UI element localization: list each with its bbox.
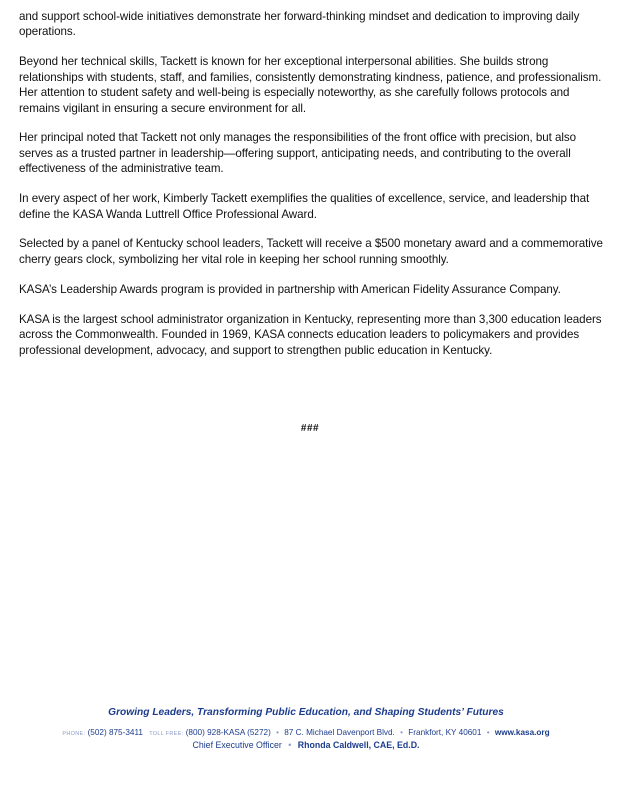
footer-ceo-line bbox=[0, 740, 620, 750]
tollfree-number: (800) 928-KASA (5272) bbox=[185, 728, 271, 737]
paragraph-principal-quote: Her principal noted that Tackett not only manages the responsibilities of the front office with precision, but also serves as a trusted partner in leadership—offering support, anticipating needs, and contributing to the overall effectiveness of the administrative team. bbox=[19, 131, 577, 176]
ceo-title: Chief Executive Officer bbox=[192, 740, 282, 750]
phone-number: (502) 875-3411 bbox=[87, 728, 143, 737]
footer-contact-line bbox=[0, 728, 620, 737]
tollfree-label: TOLL FREE: bbox=[149, 731, 184, 737]
paragraph-award-prize: Selected by a panel of Kentucky school leaders, Tackett will receive a $500 monetary award and a commemorative cherry gears clock, symbolizing her vital role in keeping her school running smoothly. bbox=[19, 237, 603, 266]
footer-tagline: Growing Leaders, Transforming Public Education, and Shaping Students’ Futures bbox=[108, 707, 504, 718]
press-release-body bbox=[19, 9, 611, 372]
separator-dot: • bbox=[288, 740, 292, 750]
website-link[interactable]: www.kasa.org bbox=[494, 728, 550, 737]
phone-label: PHONE: bbox=[62, 731, 86, 737]
street-address: 87 C. Michael Davenport Blvd. bbox=[284, 728, 395, 737]
end-mark: ### bbox=[300, 423, 320, 434]
paragraph-partnership: KASA’s Leadership Awards program is provided in partnership with American Fidelity Assurance Company. bbox=[19, 282, 561, 296]
paragraph-continuation: and support school-wide initiatives demonstrate her forward-thinking mindset and dedication to improving daily operations. bbox=[19, 10, 580, 39]
separator-dot: • bbox=[400, 728, 403, 737]
city-state-zip: Frankfort, KY 40601 bbox=[408, 728, 482, 737]
paragraph-about-kasa: KASA is the largest school administrator organization in Kentucky, representing more than 3,300 education leaders across the Commonwealth. Founded in 1969, KASA connects education leaders to policymakers and provides professional development, advocacy, and support to strengthen public education in Kentucky. bbox=[19, 312, 602, 357]
letterhead-footer bbox=[0, 707, 620, 750]
ceo-name: Rhonda Caldwell, CAE, Ed.D. bbox=[297, 740, 420, 750]
paragraph-award-summary: In every aspect of her work, Kimberly Tackett exemplifies the qualities of excellence, service, and leadership that define the KASA Wanda Luttrell Office Professional Award. bbox=[19, 192, 590, 221]
separator-dot: • bbox=[486, 728, 490, 737]
separator-dot: • bbox=[276, 728, 279, 737]
paragraph-interpersonal: Beyond her technical skills, Tackett is known for her exceptional interpersonal abilities. She builds strong relationships with students, staff, and families, consistently demonstrating kindness, patience, and professionalism. Her attention to student safety and well-being is especially noteworthy, as she carefully follows protocols and remains vigilant in ensuring a secure environment for all. bbox=[19, 55, 602, 115]
